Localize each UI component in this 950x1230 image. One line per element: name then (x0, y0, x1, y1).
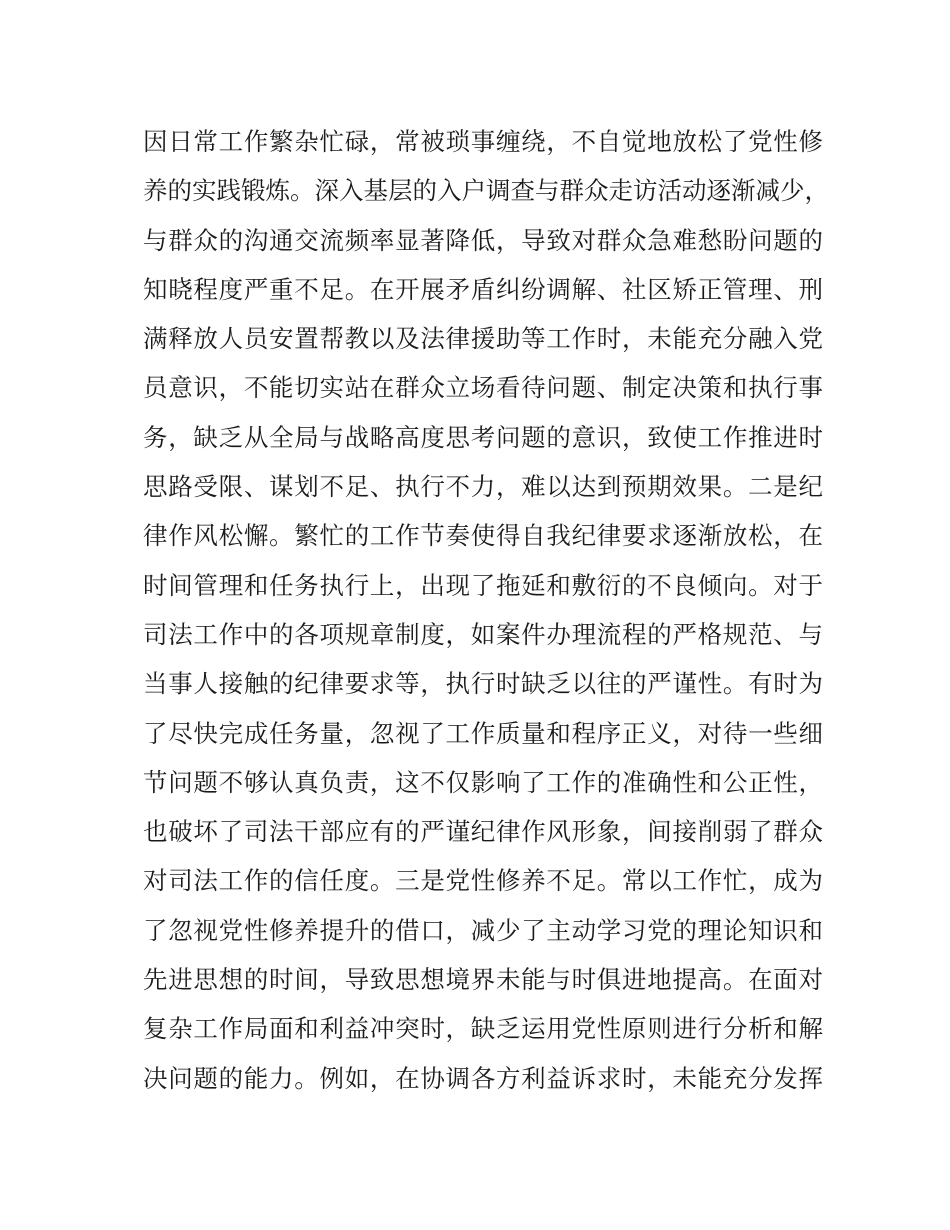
text-line: 先进思想的时间，导致思想境界未能与时俱进地提高。在面对 (143, 965, 823, 995)
text-line: 当事人接触的纪律要求等，执行时缺乏以往的严谨性。有时为 (143, 669, 823, 699)
text-line: 时间管理和任务执行上，出现了拖延和敷衍的不良倾向。对于 (143, 570, 823, 600)
text-line: 律作风松懈。繁忙的工作节奏使得自我纪律要求逐渐放松，在 (143, 521, 823, 551)
text-line: 务，缺乏从全局与战略高度思考问题的意识，致使工作推进时 (143, 422, 823, 452)
text-line: 思路受限、谋划不足、执行不力，难以达到预期效果。二是纪 (143, 472, 823, 502)
text-line: 因日常工作繁杂忙碌，常被琐事缠绕，不自觉地放松了党性修 (143, 127, 823, 156)
text-line: 也破坏了司法干部应有的严谨纪律作风形象，间接削弱了群众 (143, 817, 823, 847)
text-line: 了忽视党性修养提升的借口，减少了主动学习党的理论知识和 (143, 915, 823, 945)
text-line: 了尽快完成任务量，忽视了工作质量和程序正义，对待一些细 (143, 718, 823, 748)
text-line: 决问题的能力。例如，在协调各方利益诉求时，未能充分发挥 (143, 1063, 823, 1093)
text-line: 对司法工作的信任度。三是党性修养不足。常以工作忙，成为 (143, 866, 823, 896)
text-line: 知晓程度严重不足。在开展矛盾纠纷调解、社区矫正管理、刑 (143, 274, 823, 304)
text-line: 满释放人员安置帮教以及法律援助等工作时，未能充分融入党 (143, 324, 823, 354)
text-line: 员意识，不能切实站在群众立场看待问题、制定决策和执行事 (143, 373, 823, 403)
body-text (143, 122, 829, 1108)
text-line: 养的实践锻炼。深入基层的入户调查与群众走访活动逐渐减少， (143, 176, 829, 206)
text-line: 与群众的沟通交流频率显著降低，导致对群众急难愁盼问题的 (143, 225, 823, 255)
text-line: 复杂工作局面和利益冲突时，缺乏运用党性原则进行分析和解 (143, 1014, 823, 1044)
text-line: 司法工作中的各项规章制度，如案件办理流程的严格规范、与 (143, 619, 823, 649)
text-line: 节问题不够认真负责，这不仅影响了工作的准确性和公正性， (143, 767, 823, 797)
